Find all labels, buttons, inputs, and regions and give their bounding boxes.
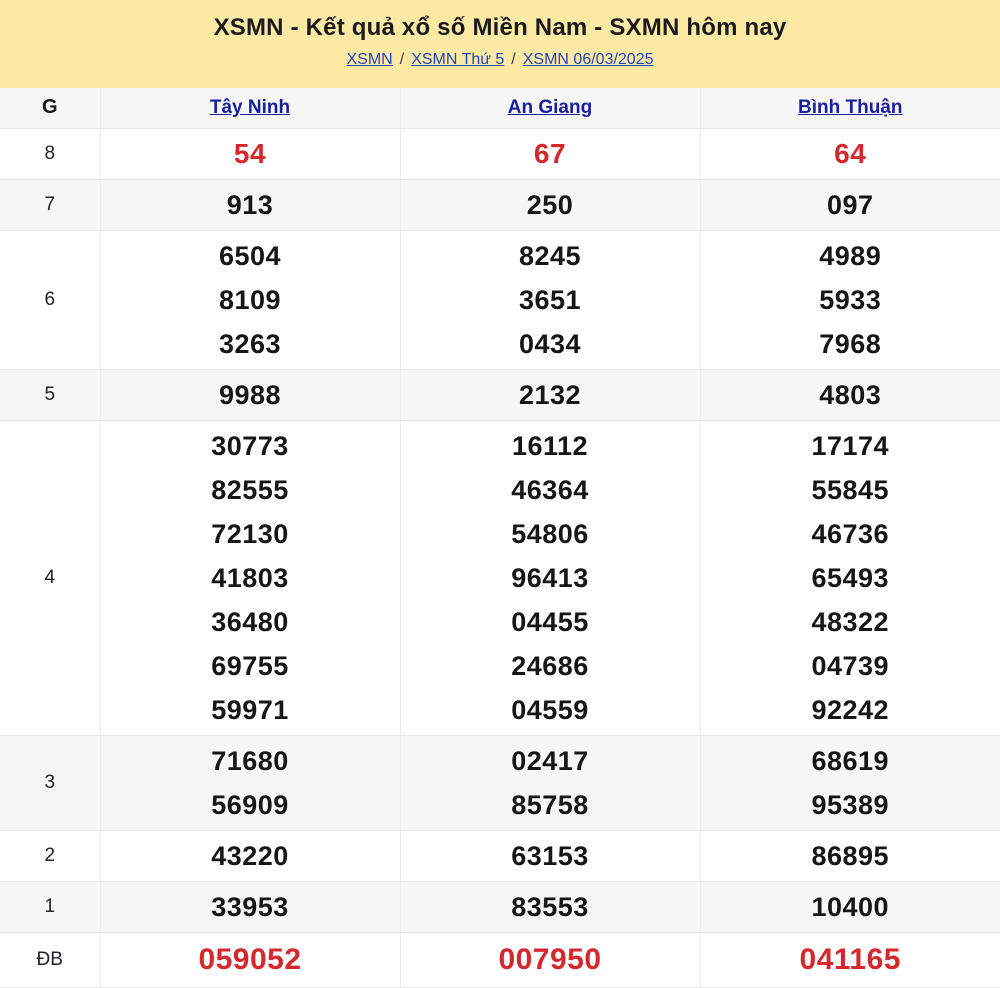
result-number: 56909 [101, 783, 400, 827]
province-link-tay-ninh[interactable]: Tây Ninh [210, 97, 290, 118]
result-cell-4-province-1 [400, 420, 700, 735]
result-cell-2-province-0 [100, 830, 400, 881]
result-cell-7-province-1 [400, 179, 700, 230]
result-cell-1-province-0 [100, 881, 400, 932]
province-link-binh-thuan[interactable]: Bình Thuận [798, 97, 902, 118]
prize-row-2 [0, 830, 1000, 881]
result-cell-2-province-2 [700, 830, 1000, 881]
breadcrumb-separator: / [400, 51, 404, 68]
result-number: 0434 [401, 322, 700, 366]
result-number: 007950 [401, 936, 700, 984]
result-cell-4-province-2 [700, 420, 1000, 735]
result-cell-8-province-0 [100, 128, 400, 179]
result-cell-3-province-0 [100, 735, 400, 830]
result-number: 250 [401, 183, 700, 227]
result-number: 8109 [101, 278, 400, 322]
breadcrumb [0, 51, 1000, 69]
result-cell-5-province-2 [700, 369, 1000, 420]
result-number: 24686 [401, 644, 700, 688]
result-number: 33953 [101, 885, 400, 929]
result-number: 95389 [701, 783, 1000, 827]
result-number: 85758 [401, 783, 700, 827]
result-cell-2-province-1 [400, 830, 700, 881]
result-cell-1-province-2 [700, 881, 1000, 932]
result-number: 059052 [101, 936, 400, 984]
result-number: 04455 [401, 600, 700, 644]
result-number: 68619 [701, 739, 1000, 783]
result-number: 46736 [701, 512, 1000, 556]
result-number: 3651 [401, 278, 700, 322]
result-cell-ĐB-province-1 [400, 932, 700, 987]
result-number: 86895 [701, 834, 1000, 878]
result-number: 913 [101, 183, 400, 227]
result-number: 46364 [401, 468, 700, 512]
result-number: 10400 [701, 885, 1000, 929]
result-number: 9988 [101, 373, 400, 417]
tier-label-7: 7 [0, 179, 100, 230]
result-cell-6-province-0 [100, 230, 400, 369]
result-number: 04559 [401, 688, 700, 732]
result-number: 82555 [101, 468, 400, 512]
result-number: 30773 [101, 424, 400, 468]
breadcrumb-separator: / [511, 51, 515, 68]
result-number: 17174 [701, 424, 1000, 468]
result-number: 64 [701, 132, 1000, 176]
results-table-head [0, 88, 1000, 128]
result-number: 4989 [701, 234, 1000, 278]
page-header [0, 0, 1000, 88]
result-number: 2132 [401, 373, 700, 417]
prize-row-3 [0, 735, 1000, 830]
result-cell-3-province-1 [400, 735, 700, 830]
breadcrumb-link-xsmn-date[interactable]: XSMN 06/03/2025 [523, 51, 654, 68]
result-number: 04739 [701, 644, 1000, 688]
result-cell-6-province-1 [400, 230, 700, 369]
prize-row-ĐB [0, 932, 1000, 987]
province-link-an-giang[interactable]: An Giang [508, 97, 592, 118]
result-number: 65493 [701, 556, 1000, 600]
page-title: XSMN - Kết quả xổ số Miền Nam - SXMN hôm nay [0, 14, 1000, 42]
result-cell-5-province-1 [400, 369, 700, 420]
result-cell-7-province-2 [700, 179, 1000, 230]
prize-row-1 [0, 881, 1000, 932]
result-number: 72130 [101, 512, 400, 556]
result-number: 92242 [701, 688, 1000, 732]
result-cell-ĐB-province-2 [700, 932, 1000, 987]
tier-label-1: 1 [0, 881, 100, 932]
result-number: 83553 [401, 885, 700, 929]
tier-label-4: 4 [0, 420, 100, 735]
result-cell-5-province-0 [100, 369, 400, 420]
result-number: 36480 [101, 600, 400, 644]
result-number: 69755 [101, 644, 400, 688]
result-number: 6504 [101, 234, 400, 278]
result-number: 097 [701, 183, 1000, 227]
result-number: 7968 [701, 322, 1000, 366]
result-cell-3-province-2 [700, 735, 1000, 830]
tier-label-ĐB: ĐB [0, 932, 100, 987]
prize-row-5 [0, 369, 1000, 420]
tier-label-3: 3 [0, 735, 100, 830]
tier-label-6: 6 [0, 230, 100, 369]
result-number: 43220 [101, 834, 400, 878]
result-cell-7-province-0 [100, 179, 400, 230]
result-cell-1-province-1 [400, 881, 700, 932]
tier-label-5: 5 [0, 369, 100, 420]
result-cell-8-province-1 [400, 128, 700, 179]
result-cell-4-province-0 [100, 420, 400, 735]
breadcrumb-link-xsmn[interactable]: XSMN [347, 51, 393, 68]
tier-label-2: 2 [0, 830, 100, 881]
result-number: 59971 [101, 688, 400, 732]
prize-row-8 [0, 128, 1000, 179]
result-number: 8245 [401, 234, 700, 278]
result-number: 5933 [701, 278, 1000, 322]
result-number: 02417 [401, 739, 700, 783]
result-number: 041165 [701, 936, 1000, 984]
result-number: 55845 [701, 468, 1000, 512]
result-cell-8-province-2 [700, 128, 1000, 179]
prize-row-6 [0, 230, 1000, 369]
result-cell-6-province-2 [700, 230, 1000, 369]
results-table-body [0, 128, 1000, 987]
prize-row-4 [0, 420, 1000, 735]
results-table [0, 88, 1000, 988]
corner-header-g: G [0, 88, 100, 128]
breadcrumb-link-xsmn-thu-5[interactable]: XSMN Thứ 5 [411, 51, 504, 68]
result-number: 48322 [701, 600, 1000, 644]
tier-label-8: 8 [0, 128, 100, 179]
result-number: 54 [101, 132, 400, 176]
result-number: 16112 [401, 424, 700, 468]
result-number: 96413 [401, 556, 700, 600]
result-number: 3263 [101, 322, 400, 366]
result-number: 63153 [401, 834, 700, 878]
result-cell-ĐB-province-0 [100, 932, 400, 987]
result-number: 41803 [101, 556, 400, 600]
result-number: 54806 [401, 512, 700, 556]
prize-row-7 [0, 179, 1000, 230]
result-number: 4803 [701, 373, 1000, 417]
result-number: 71680 [101, 739, 400, 783]
result-number: 67 [401, 132, 700, 176]
